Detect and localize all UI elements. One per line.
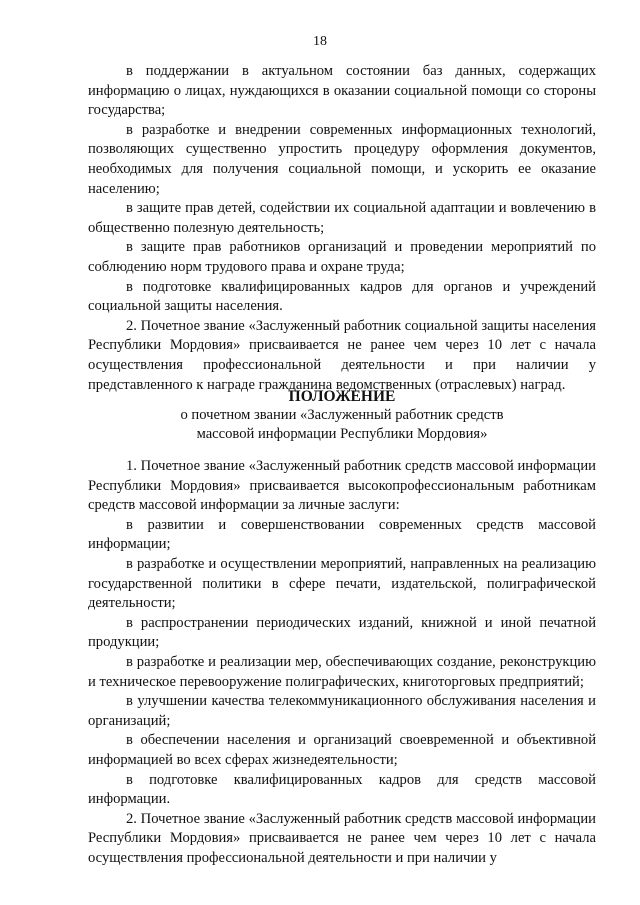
paragraph: в развитии и совершенствовании современных средств массовой информации; [88, 516, 596, 553]
paragraph: в поддержании в актуальном состоянии баз данных, содержащих информацию о лицах, нуждающихся в оказании социальной помощи со стороны государства; [88, 63, 596, 119]
paragraph: в обеспечении населения и организаций своевременной и объективной информацией во всех сферах жизнедеятельности; [88, 732, 596, 768]
paragraph: в подготовке квалифицированных кадров для средств массовой информации. [88, 771, 596, 808]
paragraph: в подготовке квалифицированных кадров для органов и учреждений социальной защиты населения. [88, 278, 596, 315]
paragraph: в распространении периодических изданий, книжной и иной печатной продукции; [88, 614, 596, 651]
section-title: ПОЛОЖЕНИЕ [288, 388, 396, 405]
paragraph: 1. Почетное звание «Заслуженный работник средств массовой информации Республики Мордовия» присваивается высокопрофессиональным работникам средств массовой информации за личные заслуги: [88, 458, 596, 514]
paragraph: в защите прав работников организаций и проведении мероприятий по соблюдению норм трудового права и охране труда; [88, 239, 596, 275]
paragraph: в улучшении качества телекоммуникационного обслуживания населения и организаций; [88, 693, 596, 729]
previous-regulation-text [88, 62, 596, 395]
section-subtitle-line-2: массовой информации Республики Мордовия» [196, 426, 488, 442]
paragraph: 2. Почетное звание «Заслуженный работник средств массовой информации Республики Мордовия» присваивается не ранее чем через 10 лет с начала осуществления профессиональной деятельности и при наличии у [88, 810, 596, 866]
paragraph: в разработке и реализации мер, обеспечивающих создание, реконструкцию и техническое перевооружение полиграфических, книготорговых предприятий; [88, 653, 596, 690]
section-subtitle-line-1: о почетном звании «Заслуженный работник средств [180, 407, 504, 423]
page-number: 18 [313, 34, 327, 49]
paragraph: в защите прав детей, содействии их социальной адаптации и вовлечению в общественно полезную деятельность; [88, 200, 596, 236]
paragraph: в разработке и осуществлении мероприятий, направленных на реализацию государственной политики в сфере печати, издательской, полиграфической деятельности; [88, 555, 596, 612]
paragraph: 2. Почетное звание «Заслуженный работник социальной защиты населения Республики Мордовия» присваивается не ранее чем через 10 лет с начала осуществления профессиональной деятельности и при наличии у представленного к награде гражданина ведомственных (отраслевых) наград. [88, 317, 596, 393]
regulation-text [88, 457, 596, 868]
paragraph: в разработке и внедрении современных информационных технологий, позволяющих существенно упростить процедуру оформления документов, необходимых для получения социальной помощи, и ускорить ее оказание населению; [88, 121, 596, 197]
